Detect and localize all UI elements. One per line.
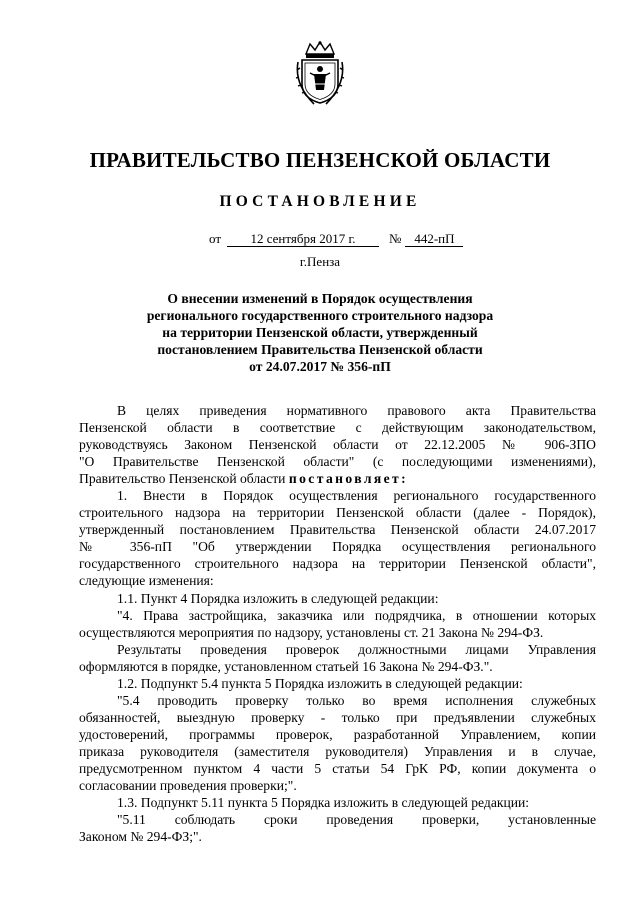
heading-line: О внесении изменений в Порядок осуществления [167,291,473,306]
heading-line: на территории Пензенской области, утвержденный [162,325,478,340]
body-line: осуществляются мероприятия по надзору, установлены ст. 21 Закона № 294-ФЗ. [79,624,544,640]
body-line: утвержденный постановлением Правительства Пензенской области 24.07.2017 [79,522,596,538]
penza-coat-of-arms-icon [294,40,346,106]
document-body [79,402,596,845]
date-number-line [209,231,463,247]
heading-line: от 24.07.2017 № 356-пП [249,359,391,374]
paragraph-item-1-3: 1.3. Подпункт 5.11 пункта 5 Порядка изложить в следующей редакции: [117,795,530,811]
body-line: приказа руководителя (заместителя руководителя) Управления и в случае, [79,743,596,759]
body-line: государственного строительного надзора на территории Пензенской области", [79,556,596,572]
body-line: удостоверений, программы проверок, разработанной Управлением, копии [79,726,596,742]
document-number: 442-пП [405,231,463,247]
body-line: "4. Права застройщика, заказчика или подрядчика, в отношении которых [117,607,596,623]
body-line: В целях приведения нормативного правового акта Правительства [117,403,596,418]
quoted-subpoint-5-11 [79,811,596,845]
body-line: руководствуясь Законом Пензенской области от 22.12.2005 № 906-ЗПО [79,437,596,453]
document-heading [120,290,520,375]
body-line: предусмотренном пунктом 4 части 5 статьи 54 ГрК РФ, копии документа о [79,760,596,776]
paragraph-preamble [79,402,596,487]
body-line: "О Правительстве Пензенской области" (с последующими изменениями), [79,454,596,470]
paragraph-item-1-1: 1.1. Пункт 4 Порядка изложить в следующей редакции: [117,590,439,606]
heading-line: постановлением Правительства Пензенской области [157,342,483,357]
body-line: оформляются в порядке, установленном статьей 16 Закона № 294-ФЗ.". [79,658,493,674]
body-line: согласовании проведения проверки;". [79,778,297,794]
number-prefix: № [389,231,402,246]
body-line: "5.4 проводить проверку только во время исполнения служебных [117,692,596,708]
body-line [79,470,596,487]
document-date: 12 сентября 2017 г. [227,231,379,247]
paragraph-item-1-2: 1.2. Подпункт 5.4 пункта 5 Порядка изложить в следующей редакции: [117,675,523,691]
body-line: следующие изменения: [79,573,214,589]
date-prefix: от [209,231,222,246]
quoted-point-4 [79,607,596,641]
body-line: Законом № 294-ФЗ;". [79,829,202,845]
body-line: Результаты проведения проверок должностными лицами Управления [117,641,596,657]
resolves-keyword: постановляет: [288,471,409,487]
document-type: ПОСТАНОВЛЕНИЕ [219,193,421,210]
body-line: "5.11 соблюдать сроки проведения проверки, установленные [117,812,596,828]
quoted-point-4-results [79,641,596,675]
body-line: обязанностей, выездную проверку - только при предъявлении служебных [79,709,596,725]
body-line: 1. Внести в Порядок осуществления регионального государственного [117,488,596,504]
heading-line: регионального государственного строительного надзора [146,308,494,323]
paragraph-item-1 [79,487,596,589]
quoted-subpoint-5-4 [79,692,596,794]
government-title: ПРАВИТЕЛЬСТВО ПЕНЗЕНСКОЙ ОБЛАСТИ [89,148,551,172]
body-text: Правительство Пензенской области [79,471,286,487]
body-line: строительного надзора на территории Пензенской области (далее - Порядок), [79,505,596,521]
city: г.Пенза [299,254,341,269]
body-line: Пензенской области в соответствие с действующим законодательством, [79,420,596,436]
body-line: № 356-пП "Об утверждении Порядка осуществления регионального [79,539,596,555]
